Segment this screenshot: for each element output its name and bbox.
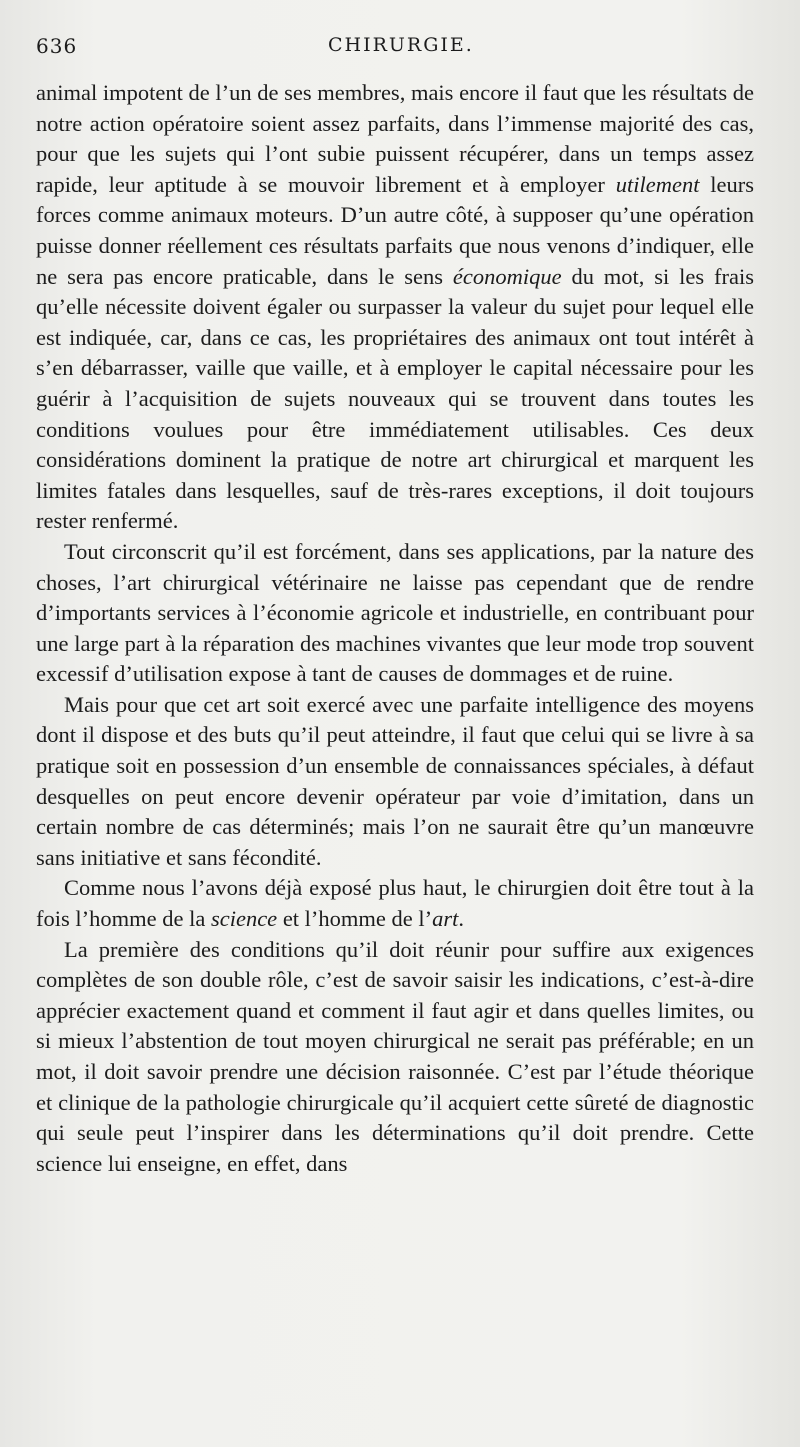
text-run: La première des conditions qu’il doit réunir pour suffire aux exigences complètes de son double rôle, c’est de savoir saisir les indications, c’est-à-dire apprécier exactement quand et comment il faut agir et dans quelles limites, ou si mieux l’abstention de tout moyen chirurgical ne serait pas préférable; en un mot, il doit savoir prendre une décision raisonnée. C’est par l’étude théorique et clinique de la pathologie chirurgicale qu’il acquiert cette sûreté de diagnostic qui seule peut l’inspirer dans les déterminations qu’il doit prendre. Cette science lui enseigne, en effet, dans [36, 936, 754, 1176]
italic-text: utilement [615, 171, 700, 197]
paragraph [36, 537, 754, 690]
text-run: . [458, 906, 465, 932]
text-run: Mais pour que cet art soit exercé avec une parfaite intelligence des moyens dont il dispose et des buts qu’il peut atteindre, il faut que celui qui se livre à sa pratique soit en possession d’un ensemble de connaissances spéciales, à défaut desquelles on peut encore devenir opérateur par voie d’imitation, dans un certain nombre de cas déterminés; mais l’on ne saurait être qu’un manœuvre sans initiative et sans fécondité. [36, 691, 754, 870]
paragraph [36, 690, 754, 874]
page-header [36, 34, 770, 64]
text-run: animal impotent de l’un de ses membres, mais encore il faut que les résultats de notre action opératoire soient assez parfaits, dans l’immense majorité des cas, pour que les sujets qui l’ont subie puissent récupérer, dans un temps assez rapide, leur aptitude à se mouvoir librement et à employer [36, 80, 754, 197]
paragraph [36, 935, 754, 1180]
text-run: Tout circonscrit qu’il est forcément, dans ses applications, par la nature des choses, l’art chirurgical vétérinaire ne laisse pas cependant que de rendre d’importants services à l’économie agricole et industrielle, en contribuant pour une large part à la réparation des machines vivantes que leur mode trop souvent excessif d’utilisation expose à tant de causes de dommages et de ruine. [36, 538, 754, 687]
page-number: 636 [36, 34, 78, 58]
text-run: du mot, si les frais qu’elle nécessite doivent égaler ou surpasser la valeur du sujet pour lequel elle est indiquée, car, dans ce cas, les propriétaires des animaux ont tout intérêt à s’en débarrasser, vaille que vaille, et à employer le capital nécessaire pour les guérir à l’acquisition de sujets nouveaux qui se trouvent dans toutes les conditions voulues pour être immédiatement utilisables. Ces deux considérations dominent la pratique de notre art chirurgical et marquent les limites fatales dans lesquelles, sauf de très-rares exceptions, il doit toujours rester renfermé. [36, 263, 755, 534]
running-head: CHIRURGIE. [328, 34, 474, 56]
paragraph [36, 873, 754, 934]
italic-text: science [210, 906, 278, 932]
italic-text: art [432, 906, 459, 932]
italic-text: économique [452, 263, 562, 289]
paragraph [36, 78, 754, 537]
body-text [36, 78, 754, 1179]
text-run: et l’homme de l’ [277, 906, 433, 932]
text-run: Comme nous l’avons déjà exposé plus haut, le chirurgien doit être tout à la fois l’homme de la [36, 875, 754, 932]
text-run: leurs forces comme animaux moteurs. D’un autre côté, à supposer qu’une opération puisse donner réellement ces résultats parfaits que nous venons d’indiquer, elle ne sera pas encore praticable, dans le sens [36, 171, 754, 289]
